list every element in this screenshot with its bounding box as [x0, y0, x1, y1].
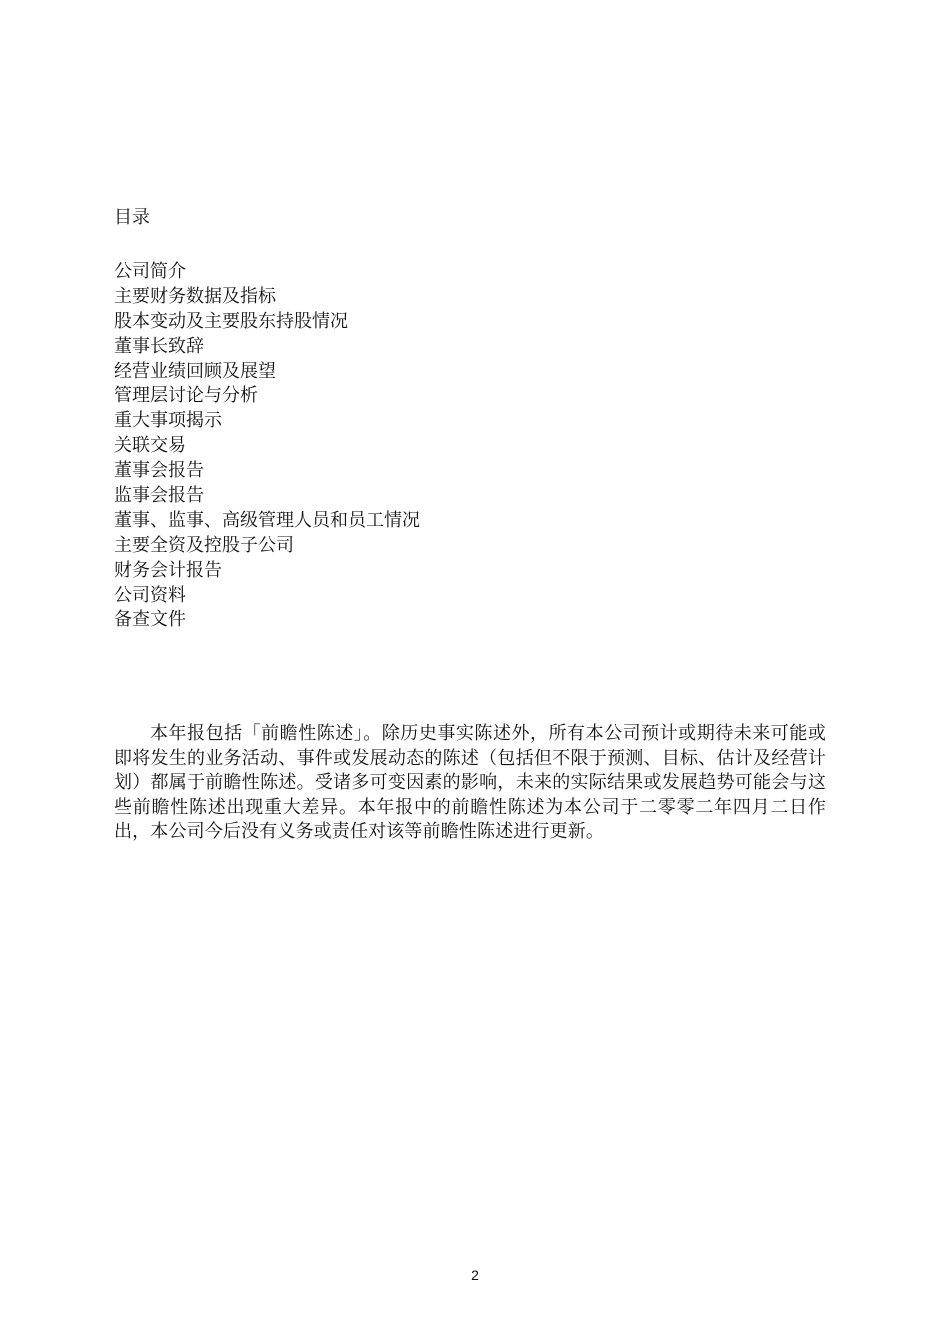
toc-item: 关联交易 [114, 435, 186, 457]
toc-title: 目录 [114, 207, 150, 228]
toc-item: 公司简介 [114, 261, 186, 282]
toc-item: 财务会计报告 [114, 559, 222, 581]
toc-item: 公司资料 [114, 584, 186, 606]
toc-list [114, 260, 420, 633]
page-number: 2 [471, 1267, 479, 1283]
toc-item: 重大事项揭示 [114, 410, 222, 432]
forward-looking-statement: 本年报包括「前瞻性陈述」。除历史事实陈述外，所有本公司预计或期待未来可能或即将发生的业务活动、事件或发展动态的陈述（包括但不限于预测、目标、估计及经营计划）都属于前瞻性陈述。受诸多可变因素的影响，未来的实际结果或发展趋势可能会与这些前瞻性陈述出现重大差异。本年报中的前瞻性陈述为本公司于二零零二年四月二日作出，本公司今后没有义务或责任对该等前瞻性陈述进行更新。 [114, 723, 826, 843]
toc-item: 董事长致辞 [114, 335, 204, 357]
toc-item: 董事、监事、高级管理人员和员工情况 [114, 509, 420, 531]
toc-item: 监事会报告 [114, 485, 204, 507]
toc-item: 股本变动及主要股东持股情况 [114, 310, 348, 332]
toc-item: 经营业绩回顾及展望 [114, 360, 276, 382]
toc-item: 管理层讨论与分析 [114, 385, 258, 407]
toc-item: 主要财务数据及指标 [114, 285, 276, 307]
toc-item: 主要全资及控股子公司 [114, 534, 294, 556]
toc-item: 备查文件 [114, 609, 186, 631]
toc-item: 董事会报告 [114, 460, 204, 482]
